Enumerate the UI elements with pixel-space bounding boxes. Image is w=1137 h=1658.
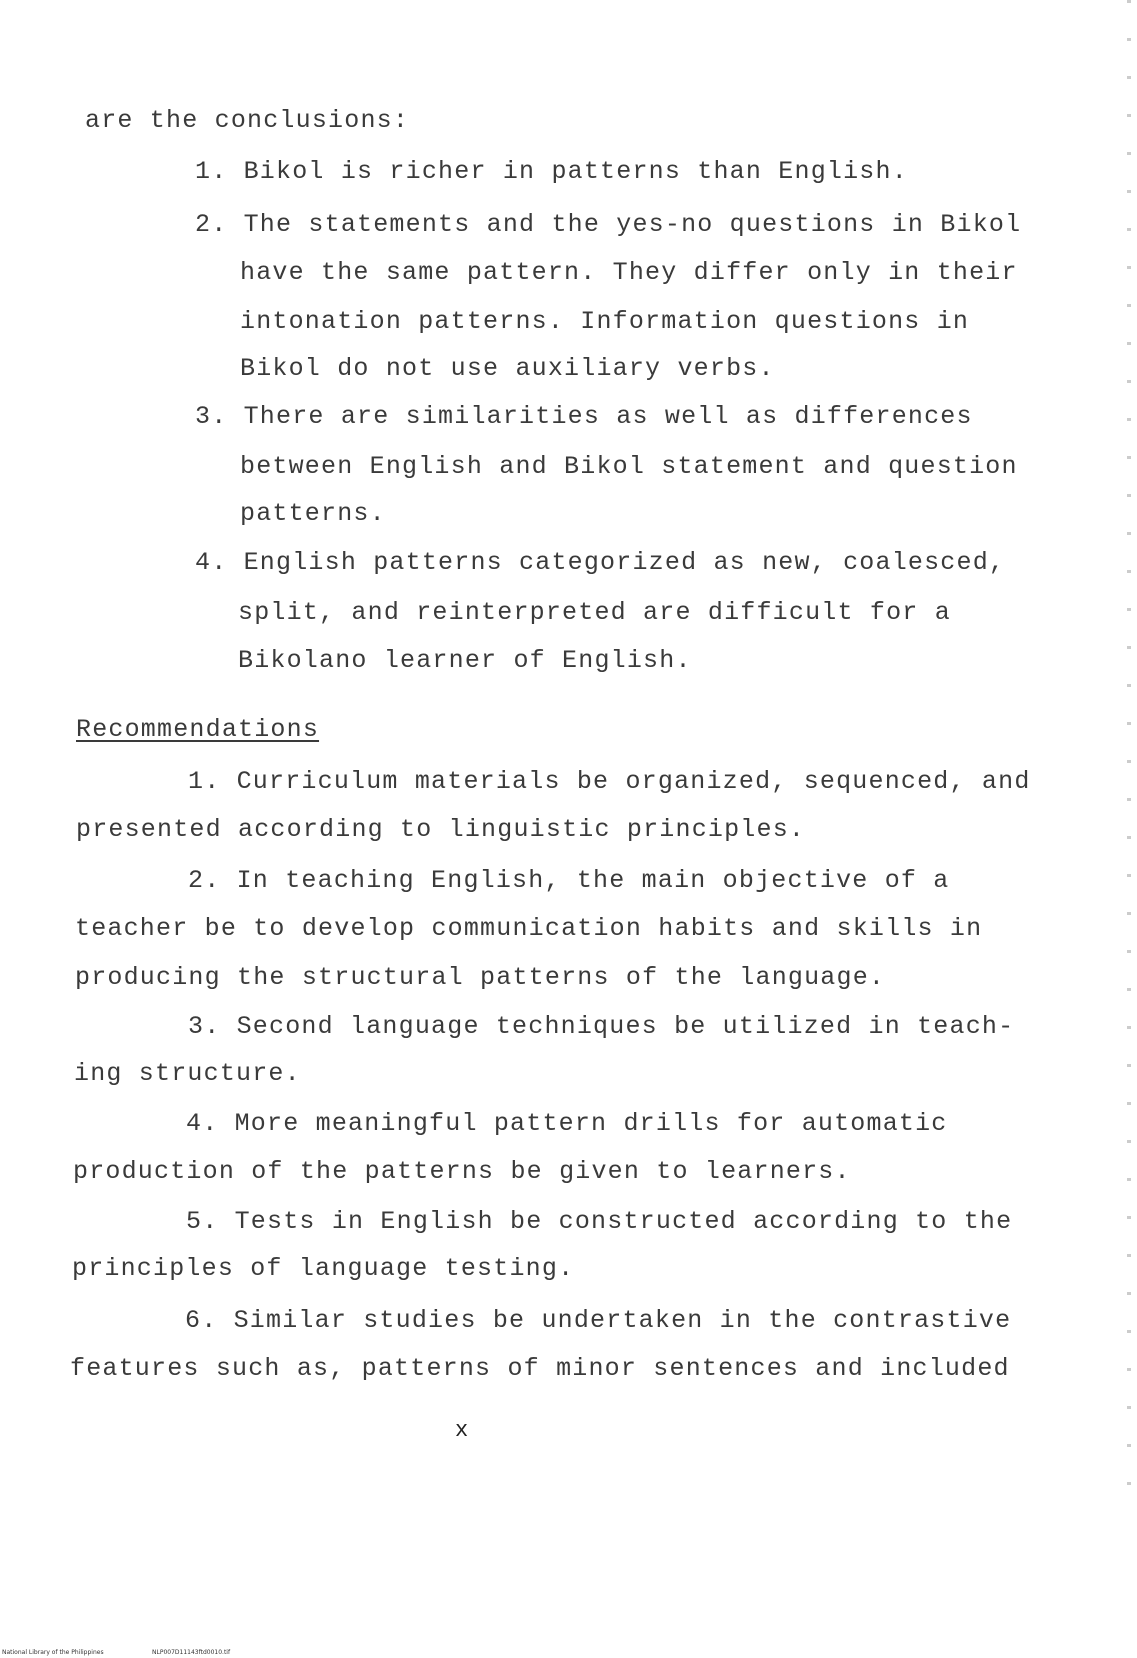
page-marker: x <box>455 1418 469 1443</box>
recommendation-4-line-2: production of the patterns be given to learners. <box>73 1157 851 1186</box>
recommendations-heading: Recommendations <box>76 715 320 744</box>
conclusion-4-line-3: Bikolano learner of English. <box>238 646 692 675</box>
recommendation-6-line-2: features such as, patterns of minor sentences and included <box>70 1354 1010 1383</box>
conclusion-1-line-1: 1. Bikol is richer in patterns than English. <box>195 157 908 186</box>
recommendation-5-line-1: 5. Tests in English be constructed according to the <box>186 1207 1013 1236</box>
recommendation-2-line-1: 2. In teaching English, the main objective of a <box>188 866 950 895</box>
recommendation-2-line-3: producing the structural patterns of the language. <box>75 963 886 992</box>
conclusion-3-line-3: patterns. <box>240 499 386 528</box>
conclusion-2-line-3: intonation patterns. Information questions in <box>240 307 970 336</box>
conclusion-2-line-4: Bikol do not use auxiliary verbs. <box>240 354 775 383</box>
conclusion-2-line-2: have the same pattern. They differ only in their <box>240 258 1018 287</box>
footer-library-name: National Library of the Philippines <box>2 1649 104 1656</box>
recommendation-1-line-1: 1. Curriculum materials be organized, sequenced, and <box>188 767 1031 796</box>
conclusion-4-line-2: split, and reinterpreted are difficult for a <box>238 598 951 627</box>
conclusion-4-line-1: 4. English patterns categorized as new, coalesced, <box>195 548 1006 577</box>
conclusion-3-line-1: 3. There are similarities as well as differences <box>195 402 973 431</box>
recommendation-2-line-2: teacher be to develop communication habits and skills in <box>75 914 983 943</box>
recommendation-3-line-2: ing structure. <box>74 1059 301 1088</box>
conclusion-2-line-1: 2. The statements and the yes-no questions in Bikol <box>195 210 1022 239</box>
intro-line: are the conclusions: <box>85 106 410 135</box>
scan-edge-marks <box>1127 0 1131 1500</box>
recommendation-6-line-1: 6. Similar studies be undertaken in the contrastive <box>185 1306 1012 1335</box>
footer-file-name: NLP007D11143ftd0010.tif <box>152 1649 231 1656</box>
conclusion-3-line-2: between English and Bikol statement and question <box>240 452 1018 481</box>
recommendation-3-line-1: 3. Second language techniques be utilized in teach- <box>188 1012 1015 1041</box>
recommendation-4-line-1: 4. More meaningful pattern drills for automatic <box>186 1109 948 1138</box>
recommendation-1-line-2: presented according to linguistic principles. <box>76 815 806 844</box>
recommendation-5-line-2: principles of language testing. <box>72 1254 575 1283</box>
